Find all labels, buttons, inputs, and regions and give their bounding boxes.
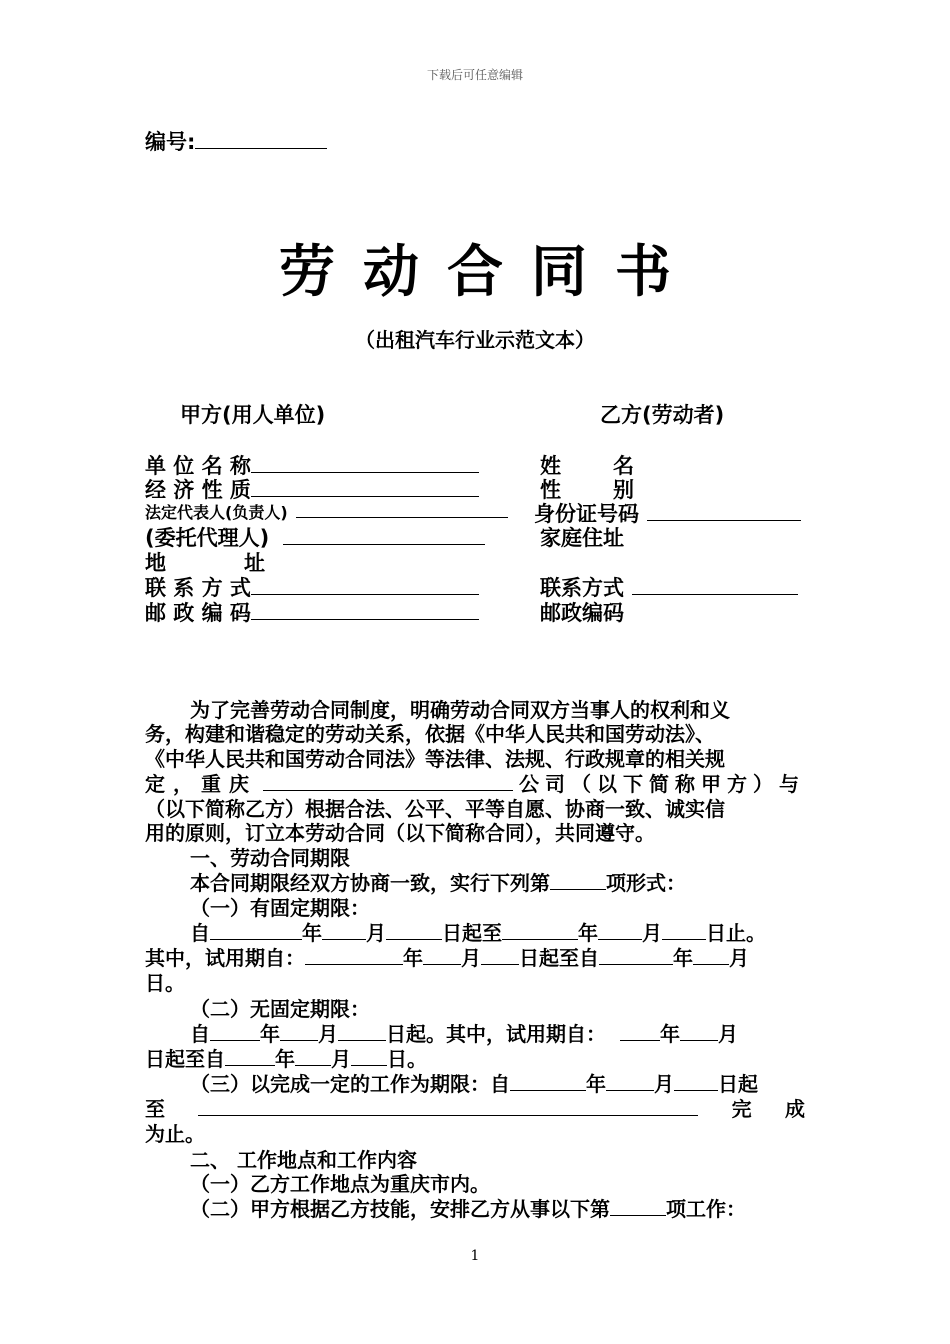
field-agent-label: (委托代理人) xyxy=(145,526,270,550)
document-title: 劳动合同书 xyxy=(279,240,699,305)
probation-end xyxy=(145,971,185,996)
blank xyxy=(510,1089,586,1091)
label-zi: 自 xyxy=(190,1022,210,1046)
open-term-probation xyxy=(145,1047,427,1072)
field-gender-label-b: 别 xyxy=(613,478,634,502)
field-postcode-b xyxy=(540,597,624,627)
blank xyxy=(210,938,302,940)
task-term-end: 为止。 xyxy=(145,1122,205,1146)
blank xyxy=(338,1039,386,1041)
party-a-heading: 甲方(用人单位) xyxy=(180,403,326,427)
field-gender-label-a: 性 xyxy=(540,478,561,502)
document-subtitle: （出租汽车行业示范文本） xyxy=(355,328,595,352)
label-riqi: 日起 xyxy=(718,1072,758,1096)
blank xyxy=(674,1089,718,1091)
label-riqizhizi: 日起至自 xyxy=(519,946,599,970)
item-2-text: （二）甲方根据乙方技能，安排乙方从事以下第 xyxy=(190,1197,610,1221)
field-legal-rep xyxy=(145,500,508,523)
label-yue: 月 xyxy=(642,921,662,945)
label-yue: 月 xyxy=(331,1047,351,1071)
intro-line-2: 务，构建和谐稳定的劳动关系，依据《中华人民共和国劳动法》、 xyxy=(145,722,715,746)
blank xyxy=(599,963,673,965)
label-yue: 月 xyxy=(318,1022,338,1046)
field-contact-b-label: 联系方式 xyxy=(540,576,624,600)
blank xyxy=(423,963,461,965)
field-name-label-b: 名 xyxy=(613,454,634,478)
label-zhi: 至 xyxy=(145,1097,165,1121)
field-postcode-b-label: 邮政编码 xyxy=(540,601,624,625)
label-rizhi: 日止。 xyxy=(706,921,766,945)
label-ri-end: 日。 xyxy=(145,971,185,995)
intro-line-5: （以下简称乙方）根据合法、公平、平等自愿、协商一致、诚实信 xyxy=(145,797,725,821)
field-econ-nature-label: 经 济 性 质 xyxy=(145,478,251,502)
label-riqi-qizhong: 日起。其中，试用期自： xyxy=(386,1022,606,1046)
party-b-heading: 乙方(劳动者) xyxy=(600,403,725,427)
field-address-label-b: 址 xyxy=(244,551,265,575)
probation-dates xyxy=(145,946,749,971)
field-id-number-blank xyxy=(647,519,801,521)
field-contact-a-label: 联 系 方 式 xyxy=(145,576,251,600)
blank xyxy=(210,1039,260,1041)
blank xyxy=(598,938,642,940)
page-number: 1 xyxy=(470,1248,480,1264)
field-name-label-a: 姓 xyxy=(540,454,561,478)
item-2-blank xyxy=(610,1214,666,1216)
blank xyxy=(620,1039,660,1041)
intro-line-6: 用的原则，订立本劳动合同（以下简称合同），共同遵守。 xyxy=(145,821,655,845)
label-zi: 自 xyxy=(190,921,210,945)
section-2-item-2 xyxy=(190,1197,746,1222)
field-contact-a-blank xyxy=(251,593,479,595)
blank xyxy=(280,1039,318,1041)
section-2-heading: 二、 工作地点和工作内容 xyxy=(190,1148,417,1172)
field-legal-rep-blank xyxy=(296,516,508,518)
blank xyxy=(693,963,729,965)
form-choice-text: 本合同期限经双方协商一致，实行下列第 xyxy=(190,871,550,895)
open-term-heading: （二）无固定期限： xyxy=(190,997,370,1021)
blank xyxy=(606,1089,654,1091)
contract-number-label: 编号: xyxy=(145,130,196,154)
field-id-number-label: 身份证号码 xyxy=(534,502,639,526)
form-choice-suffix: 项形式： xyxy=(606,871,686,895)
field-unit-name-label: 单 位 名 称 xyxy=(145,454,251,478)
intro-line-4-b: 公司（以下简称甲方）与 xyxy=(519,772,805,796)
fixed-term-heading: （一）有固定期限： xyxy=(190,896,370,920)
label-yue: 月 xyxy=(461,946,481,970)
blank xyxy=(295,1064,331,1066)
item-2-suffix: 项工作： xyxy=(666,1197,746,1221)
label-yue: 月 xyxy=(718,1022,738,1046)
company-name-blank xyxy=(263,789,513,791)
label-ri-end: 日。 xyxy=(387,1047,427,1071)
intro-line-4 xyxy=(145,772,805,797)
field-postcode-a xyxy=(145,597,479,627)
field-home-address-label: 家庭住址 xyxy=(540,526,624,550)
open-term-dates xyxy=(190,1022,738,1047)
label-nian: 年 xyxy=(660,1022,680,1046)
label-wan: 完 xyxy=(731,1097,752,1121)
intro-line-3: 《中华人民共和国劳动合同法》等法律、法规、行政规章的相关规 xyxy=(145,747,725,771)
intro-line-4-a: 定，重庆 xyxy=(145,772,257,796)
label-riqizhi: 日起至 xyxy=(442,921,502,945)
intro-line-1: 为了完善劳动合同制度，明确劳动合同双方当事人的权利和义 xyxy=(190,698,730,722)
field-address-label-a: 地 xyxy=(145,551,166,575)
label-cheng: 成 xyxy=(784,1097,805,1121)
field-econ-nature-blank xyxy=(251,495,479,497)
field-home-address xyxy=(540,522,624,552)
task-blank xyxy=(198,1114,698,1116)
label-yue: 月 xyxy=(366,921,386,945)
section-1-form-choice xyxy=(190,871,686,896)
label-nian: 年 xyxy=(260,1022,280,1046)
blank xyxy=(662,938,706,940)
blank xyxy=(481,963,519,965)
field-postcode-a-blank xyxy=(251,618,479,620)
task-term-completion xyxy=(145,1097,805,1122)
label-nian: 年 xyxy=(302,921,322,945)
blank xyxy=(351,1064,387,1066)
task-term-heading: （三）以完成一定的工作为期限：自 xyxy=(190,1072,510,1096)
field-unit-name-blank xyxy=(251,471,479,473)
blank xyxy=(680,1039,718,1041)
contract-number-blank xyxy=(195,147,327,149)
field-contact-b-blank xyxy=(632,593,798,595)
label-nian: 年 xyxy=(586,1072,606,1096)
section-1-heading: 一、劳动合同期限 xyxy=(190,846,350,870)
blank xyxy=(225,1064,275,1066)
label-nian: 年 xyxy=(275,1047,295,1071)
field-legal-rep-label: 法定代表人(负责人) xyxy=(145,503,288,522)
field-postcode-a-label: 邮 政 编 码 xyxy=(145,601,251,625)
blank xyxy=(502,938,578,940)
label-nian: 年 xyxy=(403,946,423,970)
form-choice-blank xyxy=(550,888,606,890)
label-riqizhizi: 日起至自 xyxy=(145,1047,225,1071)
label-nian: 年 xyxy=(673,946,693,970)
blank xyxy=(386,938,442,940)
section-2-item-1: （一）乙方工作地点为重庆市内。 xyxy=(190,1172,490,1196)
task-term-line xyxy=(190,1072,758,1097)
contract-number-row xyxy=(145,126,327,156)
blank xyxy=(322,938,366,940)
label-nian: 年 xyxy=(578,921,598,945)
header-note: 下载后可任意编辑 xyxy=(426,68,523,82)
label-qizhong: 其中，试用期自： xyxy=(145,946,305,970)
label-yue: 月 xyxy=(654,1072,674,1096)
fixed-term-dates xyxy=(190,921,766,946)
label-yue: 月 xyxy=(729,946,749,970)
blank xyxy=(305,963,403,965)
field-agent-blank xyxy=(283,543,485,545)
